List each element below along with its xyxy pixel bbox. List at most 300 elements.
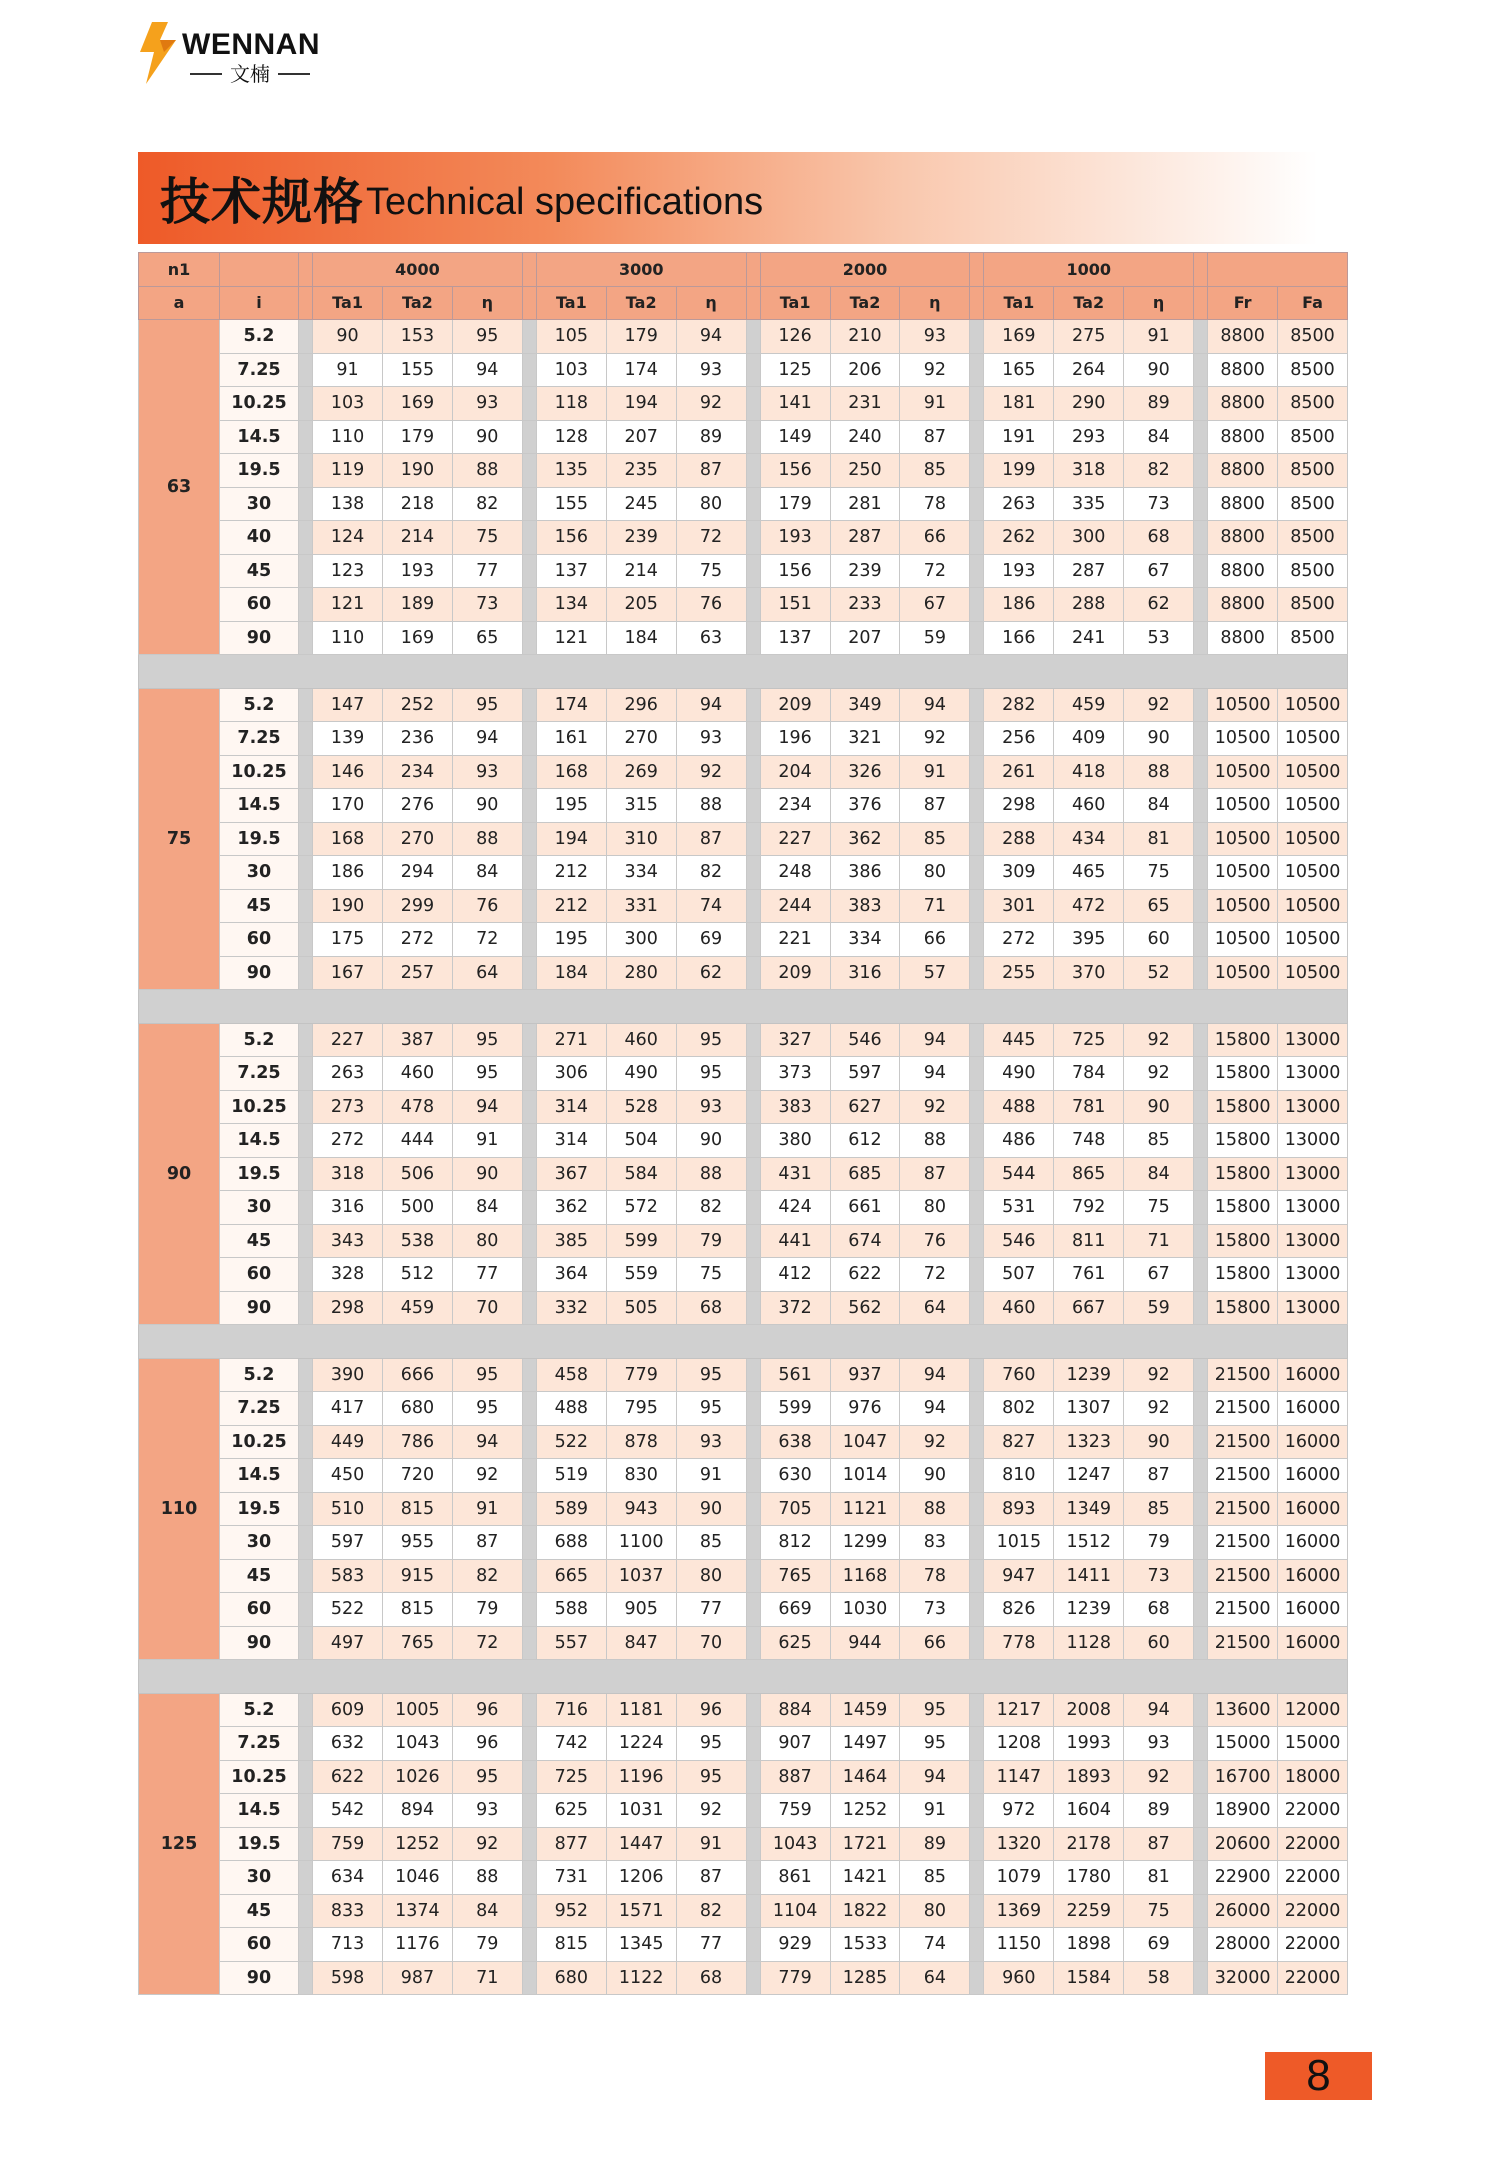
value-cell: 544 <box>984 1157 1054 1191</box>
column-gap <box>298 286 312 320</box>
column-gap <box>522 1459 536 1493</box>
value-cell: 280 <box>606 956 676 990</box>
value-cell: 1721 <box>830 1827 900 1861</box>
fa-cell: 10500 <box>1278 956 1348 990</box>
column-gap <box>970 1626 984 1660</box>
value-cell: 91 <box>900 755 970 789</box>
divider <box>190 73 222 75</box>
table-row <box>139 889 1348 923</box>
header-col: η <box>676 286 746 320</box>
section-banner <box>138 152 1318 244</box>
value-cell: 1459 <box>830 1693 900 1727</box>
header-speed: 1000 <box>984 253 1194 287</box>
value-cell: 1047 <box>830 1425 900 1459</box>
column-gap <box>298 420 312 454</box>
value-cell: 674 <box>830 1224 900 1258</box>
column-gap <box>746 353 760 387</box>
column-gap <box>746 923 760 957</box>
value-cell: 193 <box>760 521 830 555</box>
table-row <box>139 1392 1348 1426</box>
column-gap <box>522 454 536 488</box>
fr-cell: 15800 <box>1208 1291 1278 1325</box>
fa-cell: 8500 <box>1278 487 1348 521</box>
column-gap <box>970 923 984 957</box>
value-cell: 244 <box>760 889 830 923</box>
value-cell: 1121 <box>830 1492 900 1526</box>
column-gap <box>746 1258 760 1292</box>
column-gap <box>298 1358 312 1392</box>
fr-cell: 28000 <box>1208 1928 1278 1962</box>
table-row <box>139 1124 1348 1158</box>
header-row-speeds <box>139 253 1348 287</box>
value-cell: 779 <box>760 1961 830 1995</box>
value-cell: 1369 <box>984 1894 1054 1928</box>
value-cell: 245 <box>606 487 676 521</box>
fr-cell: 10500 <box>1208 722 1278 756</box>
column-gap <box>746 454 760 488</box>
column-gap <box>746 1928 760 1962</box>
value-cell: 2008 <box>1054 1693 1124 1727</box>
value-cell: 90 <box>452 789 522 823</box>
value-cell: 93 <box>676 353 746 387</box>
value-cell: 93 <box>676 1090 746 1124</box>
column-gap <box>1194 387 1208 421</box>
value-cell: 138 <box>313 487 383 521</box>
value-cell: 92 <box>900 1090 970 1124</box>
fr-cell: 32000 <box>1208 1961 1278 1995</box>
column-gap <box>1194 1191 1208 1225</box>
ratio-cell: 10.25 <box>220 755 299 789</box>
value-cell: 189 <box>383 588 453 622</box>
value-cell: 87 <box>900 1157 970 1191</box>
value-cell: 62 <box>676 956 746 990</box>
column-gap <box>522 688 536 722</box>
column-gap <box>298 1526 312 1560</box>
table-row <box>139 1861 1348 1895</box>
value-cell: 234 <box>760 789 830 823</box>
fa-cell: 8500 <box>1278 454 1348 488</box>
table-row <box>139 688 1348 722</box>
column-gap <box>746 1191 760 1225</box>
column-gap <box>298 1023 312 1057</box>
column-gap <box>1194 1861 1208 1895</box>
value-cell: 190 <box>383 454 453 488</box>
value-cell: 1217 <box>984 1693 1054 1727</box>
table-row <box>139 1894 1348 1928</box>
value-cell: 95 <box>452 688 522 722</box>
fr-cell: 8800 <box>1208 353 1278 387</box>
value-cell: 441 <box>760 1224 830 1258</box>
column-gap <box>970 1057 984 1091</box>
value-cell: 271 <box>536 1023 606 1057</box>
value-cell: 91 <box>900 387 970 421</box>
column-gap <box>970 521 984 555</box>
value-cell: 88 <box>676 1157 746 1191</box>
value-cell: 93 <box>452 755 522 789</box>
value-cell: 559 <box>606 1258 676 1292</box>
column-gap <box>1194 789 1208 823</box>
column-gap <box>298 822 312 856</box>
value-cell: 685 <box>830 1157 900 1191</box>
table-row <box>139 956 1348 990</box>
value-cell: 512 <box>383 1258 453 1292</box>
ratio-cell: 19.5 <box>220 1827 299 1861</box>
header-col: η <box>1124 286 1194 320</box>
separator-cell <box>139 1660 1348 1694</box>
column-gap <box>298 387 312 421</box>
value-cell: 193 <box>984 554 1054 588</box>
value-cell: 82 <box>452 1559 522 1593</box>
fr-cell: 21500 <box>1208 1425 1278 1459</box>
column-gap <box>298 1928 312 1962</box>
column-gap <box>298 588 312 622</box>
lightning-bolt-icon <box>138 22 182 84</box>
value-cell: 156 <box>760 554 830 588</box>
column-gap <box>970 454 984 488</box>
value-cell: 79 <box>452 1928 522 1962</box>
value-cell: 58 <box>1124 1961 1194 1995</box>
value-cell: 85 <box>900 822 970 856</box>
value-cell: 1533 <box>830 1928 900 1962</box>
value-cell: 91 <box>452 1124 522 1158</box>
value-cell: 90 <box>313 320 383 354</box>
value-cell: 1252 <box>383 1827 453 1861</box>
ratio-cell: 30 <box>220 1191 299 1225</box>
header-col: Ta2 <box>830 286 900 320</box>
value-cell: 760 <box>984 1358 1054 1392</box>
column-gap <box>522 822 536 856</box>
value-cell: 207 <box>830 621 900 655</box>
fa-cell: 8500 <box>1278 621 1348 655</box>
column-gap <box>746 1961 760 1995</box>
column-gap <box>1194 1928 1208 1962</box>
column-gap <box>970 789 984 823</box>
value-cell: 167 <box>313 956 383 990</box>
ratio-cell: 10.25 <box>220 1090 299 1124</box>
column-gap <box>1194 1693 1208 1727</box>
column-gap <box>970 1794 984 1828</box>
value-cell: 1584 <box>1054 1961 1124 1995</box>
value-cell: 146 <box>313 755 383 789</box>
value-cell: 92 <box>900 353 970 387</box>
column-gap <box>298 1425 312 1459</box>
value-cell: 92 <box>1124 1023 1194 1057</box>
column-gap <box>746 1492 760 1526</box>
value-cell: 196 <box>760 722 830 756</box>
column-gap <box>1194 1023 1208 1057</box>
value-cell: 121 <box>313 588 383 622</box>
header-fa: Fa <box>1278 286 1348 320</box>
column-gap <box>298 487 312 521</box>
column-gap <box>970 1459 984 1493</box>
value-cell: 64 <box>452 956 522 990</box>
column-gap <box>298 253 312 287</box>
value-cell: 90 <box>452 420 522 454</box>
value-cell: 316 <box>313 1191 383 1225</box>
column-gap <box>298 621 312 655</box>
value-cell: 95 <box>676 1392 746 1426</box>
value-cell: 497 <box>313 1626 383 1660</box>
value-cell: 59 <box>1124 1291 1194 1325</box>
column-gap <box>746 1392 760 1426</box>
value-cell: 465 <box>1054 856 1124 890</box>
value-cell: 1046 <box>383 1861 453 1895</box>
value-cell: 79 <box>1124 1526 1194 1560</box>
value-cell: 884 <box>760 1693 830 1727</box>
value-cell: 296 <box>606 688 676 722</box>
value-cell: 181 <box>984 387 1054 421</box>
value-cell: 937 <box>830 1358 900 1392</box>
value-cell: 380 <box>760 1124 830 1158</box>
ratio-cell: 14.5 <box>220 420 299 454</box>
column-gap <box>1194 722 1208 756</box>
column-gap <box>298 923 312 957</box>
column-gap <box>298 521 312 555</box>
fa-cell: 13000 <box>1278 1090 1348 1124</box>
value-cell: 95 <box>452 1760 522 1794</box>
fa-cell: 8500 <box>1278 588 1348 622</box>
header-col: Ta2 <box>383 286 453 320</box>
value-cell: 1320 <box>984 1827 1054 1861</box>
fa-cell: 16000 <box>1278 1459 1348 1493</box>
ratio-cell: 19.5 <box>220 822 299 856</box>
value-cell: 376 <box>830 789 900 823</box>
value-cell: 815 <box>383 1492 453 1526</box>
fr-cell: 8800 <box>1208 554 1278 588</box>
value-cell: 95 <box>676 1358 746 1392</box>
value-cell: 68 <box>1124 521 1194 555</box>
table-row <box>139 1023 1348 1057</box>
ratio-cell: 14.5 <box>220 789 299 823</box>
column-gap <box>522 387 536 421</box>
column-gap <box>746 253 760 287</box>
value-cell: 94 <box>452 353 522 387</box>
value-cell: 2259 <box>1054 1894 1124 1928</box>
value-cell: 82 <box>676 856 746 890</box>
value-cell: 256 <box>984 722 1054 756</box>
column-gap <box>746 1526 760 1560</box>
ratio-cell: 90 <box>220 1626 299 1660</box>
table-row <box>139 1224 1348 1258</box>
value-cell: 218 <box>383 487 453 521</box>
column-gap <box>298 1961 312 1995</box>
header-col: Ta2 <box>1054 286 1124 320</box>
value-cell: 731 <box>536 1861 606 1895</box>
value-cell: 1150 <box>984 1928 1054 1962</box>
value-cell: 71 <box>1124 1224 1194 1258</box>
value-cell: 661 <box>830 1191 900 1225</box>
column-gap <box>746 420 760 454</box>
column-gap <box>522 1157 536 1191</box>
fr-cell: 15800 <box>1208 1090 1278 1124</box>
banner-title-en: Technical specifications <box>366 180 764 223</box>
value-cell: 94 <box>452 722 522 756</box>
value-cell: 96 <box>452 1727 522 1761</box>
ratio-cell: 5.2 <box>220 1023 299 1057</box>
column-gap <box>1194 1291 1208 1325</box>
column-gap <box>522 1090 536 1124</box>
value-cell: 94 <box>676 320 746 354</box>
column-gap <box>970 1961 984 1995</box>
fa-cell: 10500 <box>1278 755 1348 789</box>
column-gap <box>298 688 312 722</box>
value-cell: 155 <box>383 353 453 387</box>
header-col: Ta2 <box>606 286 676 320</box>
value-cell: 96 <box>676 1693 746 1727</box>
column-gap <box>746 387 760 421</box>
column-gap <box>746 1425 760 1459</box>
value-cell: 91 <box>676 1459 746 1493</box>
table-row <box>139 420 1348 454</box>
value-cell: 504 <box>606 1124 676 1158</box>
column-gap <box>1194 923 1208 957</box>
value-cell: 235 <box>606 454 676 488</box>
value-cell: 199 <box>984 454 1054 488</box>
column-gap <box>746 856 760 890</box>
value-cell: 85 <box>900 1861 970 1895</box>
value-cell: 119 <box>313 454 383 488</box>
column-gap <box>522 1593 536 1627</box>
fr-cell: 13600 <box>1208 1693 1278 1727</box>
value-cell: 87 <box>676 822 746 856</box>
column-gap <box>746 1023 760 1057</box>
column-gap <box>970 889 984 923</box>
column-gap <box>746 1459 760 1493</box>
column-gap <box>522 1258 536 1292</box>
ratio-cell: 5.2 <box>220 1693 299 1727</box>
value-cell: 562 <box>830 1291 900 1325</box>
value-cell: 80 <box>900 1191 970 1225</box>
value-cell: 59 <box>900 621 970 655</box>
value-cell: 80 <box>676 1559 746 1593</box>
fa-cell: 16000 <box>1278 1526 1348 1560</box>
value-cell: 194 <box>536 822 606 856</box>
column-gap <box>970 1861 984 1895</box>
column-gap <box>970 1693 984 1727</box>
value-cell: 725 <box>1054 1023 1124 1057</box>
value-cell: 833 <box>313 1894 383 1928</box>
fr-cell: 15800 <box>1208 1258 1278 1292</box>
value-cell: 93 <box>676 722 746 756</box>
value-cell: 248 <box>760 856 830 890</box>
fr-cell: 21500 <box>1208 1459 1278 1493</box>
table-row <box>139 1057 1348 1091</box>
value-cell: 318 <box>1054 454 1124 488</box>
value-cell: 1239 <box>1054 1358 1124 1392</box>
column-gap <box>522 521 536 555</box>
value-cell: 281 <box>830 487 900 521</box>
column-gap <box>522 487 536 521</box>
value-cell: 362 <box>536 1191 606 1225</box>
value-cell: 82 <box>1124 454 1194 488</box>
ratio-cell: 5.2 <box>220 688 299 722</box>
column-gap <box>746 588 760 622</box>
column-gap <box>522 755 536 789</box>
table-row <box>139 320 1348 354</box>
value-cell: 255 <box>984 956 1054 990</box>
column-gap <box>298 320 312 354</box>
value-cell: 387 <box>383 1023 453 1057</box>
fa-cell: 16000 <box>1278 1626 1348 1660</box>
header-col: Ta1 <box>536 286 606 320</box>
value-cell: 93 <box>452 387 522 421</box>
value-cell: 84 <box>452 1894 522 1928</box>
column-gap <box>1194 889 1208 923</box>
value-cell: 69 <box>676 923 746 957</box>
value-cell: 233 <box>830 588 900 622</box>
value-cell: 169 <box>383 387 453 421</box>
value-cell: 93 <box>676 1425 746 1459</box>
ratio-cell: 45 <box>220 554 299 588</box>
value-cell: 720 <box>383 1459 453 1493</box>
column-gap <box>298 1894 312 1928</box>
value-cell: 316 <box>830 956 900 990</box>
value-cell: 1005 <box>383 1693 453 1727</box>
table-row <box>139 1760 1348 1794</box>
fa-cell: 16000 <box>1278 1392 1348 1426</box>
column-gap <box>746 1291 760 1325</box>
column-gap <box>298 1258 312 1292</box>
value-cell: 1224 <box>606 1727 676 1761</box>
column-gap <box>746 1794 760 1828</box>
column-gap <box>298 1626 312 1660</box>
column-gap <box>970 621 984 655</box>
fr-cell: 10500 <box>1208 755 1278 789</box>
column-gap <box>522 1057 536 1091</box>
column-gap <box>522 1023 536 1057</box>
column-gap <box>1194 1090 1208 1124</box>
column-gap <box>970 755 984 789</box>
column-gap <box>522 1693 536 1727</box>
value-cell: 79 <box>676 1224 746 1258</box>
value-cell: 528 <box>606 1090 676 1124</box>
column-gap <box>746 889 760 923</box>
value-cell: 90 <box>452 1157 522 1191</box>
fa-cell: 22000 <box>1278 1794 1348 1828</box>
table-row <box>139 923 1348 957</box>
column-gap <box>522 856 536 890</box>
column-gap <box>1194 320 1208 354</box>
value-cell: 334 <box>830 923 900 957</box>
value-cell: 802 <box>984 1392 1054 1426</box>
table-row <box>139 554 1348 588</box>
value-cell: 688 <box>536 1526 606 1560</box>
column-gap <box>522 1760 536 1794</box>
column-gap <box>970 286 984 320</box>
table-row <box>139 1157 1348 1191</box>
value-cell: 179 <box>606 320 676 354</box>
column-gap <box>1194 1392 1208 1426</box>
column-gap <box>522 1191 536 1225</box>
value-cell: 88 <box>900 1124 970 1158</box>
value-cell: 1323 <box>1054 1425 1124 1459</box>
value-cell: 67 <box>1124 1258 1194 1292</box>
column-gap <box>298 1157 312 1191</box>
column-gap <box>1194 621 1208 655</box>
value-cell: 327 <box>760 1023 830 1057</box>
value-cell: 60 <box>1124 923 1194 957</box>
fa-cell: 22000 <box>1278 1861 1348 1895</box>
ratio-cell: 10.25 <box>220 1760 299 1794</box>
column-gap <box>1194 1760 1208 1794</box>
value-cell: 1299 <box>830 1526 900 1560</box>
column-gap <box>1194 253 1208 287</box>
fa-cell: 10500 <box>1278 722 1348 756</box>
column-gap <box>522 253 536 287</box>
value-cell: 95 <box>452 1023 522 1057</box>
fa-cell: 13000 <box>1278 1258 1348 1292</box>
value-cell: 165 <box>984 353 1054 387</box>
